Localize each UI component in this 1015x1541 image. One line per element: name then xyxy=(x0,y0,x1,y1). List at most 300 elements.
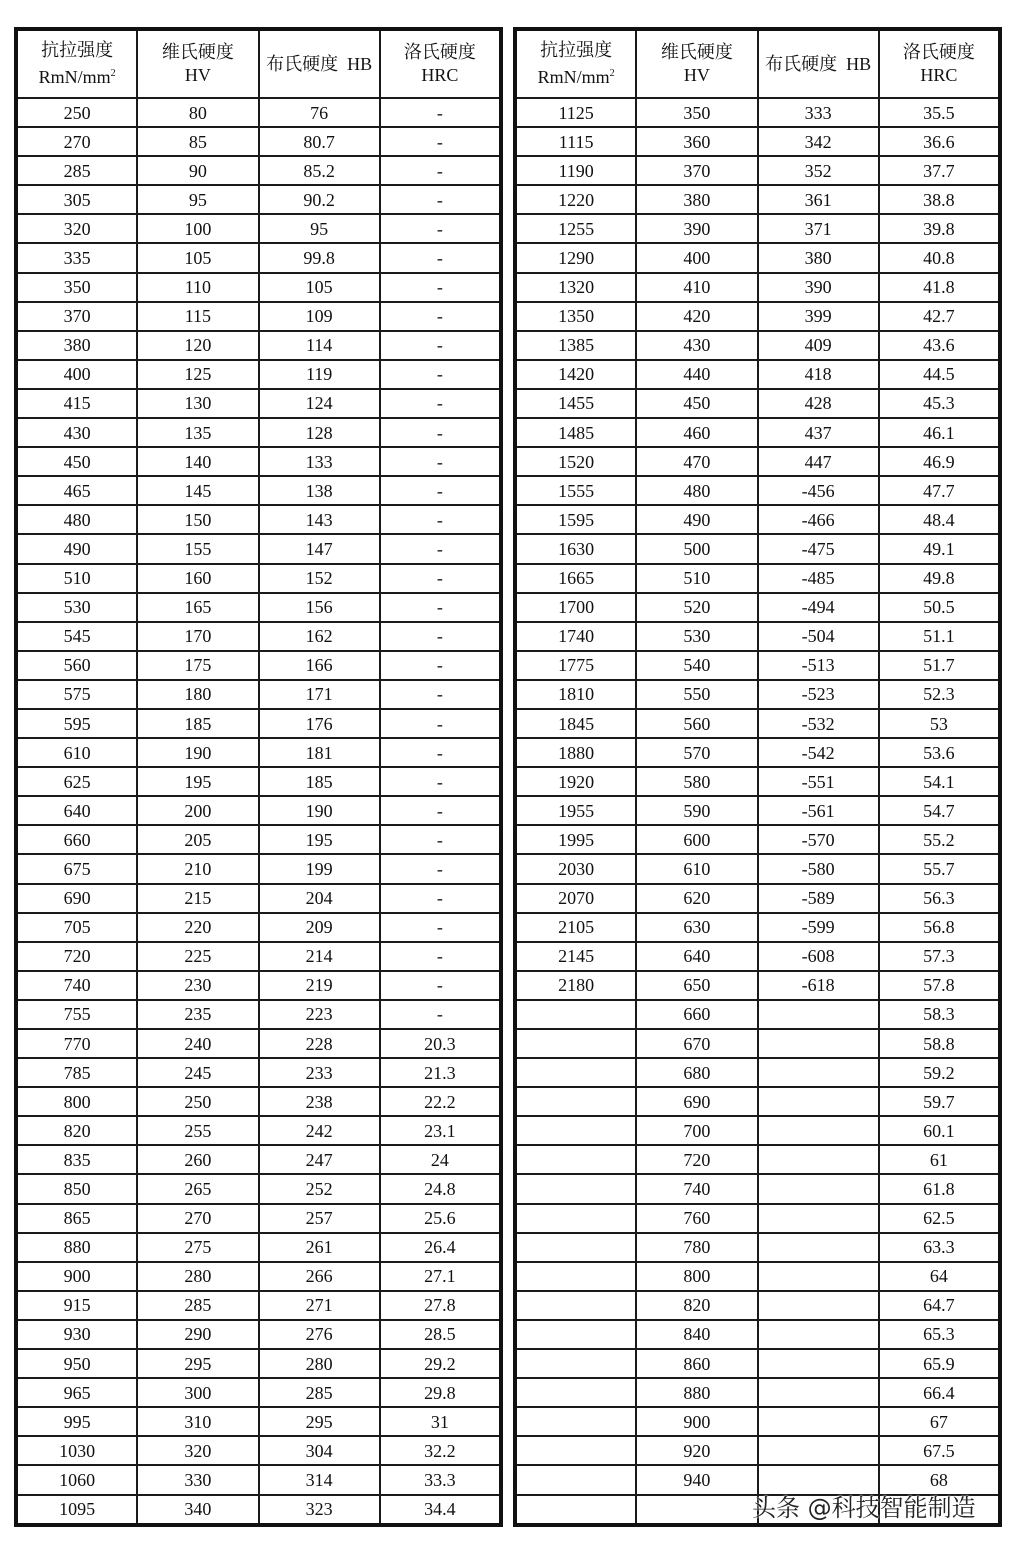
cell-brinell-hb: -589 xyxy=(758,884,879,913)
cell-tensile-strength: 1320 xyxy=(515,273,636,302)
table-row xyxy=(16,476,501,505)
cell-brinell-hb: 342 xyxy=(758,127,879,156)
header-brinell: 布氏硬度 HB xyxy=(758,29,879,98)
cell-brinell-hb: 114 xyxy=(259,331,380,360)
cell-vickers-hv: 285 xyxy=(137,1291,258,1320)
cell-vickers-hv: 640 xyxy=(636,942,757,971)
cell-tensile-strength: 1385 xyxy=(515,331,636,360)
table-row xyxy=(16,1349,501,1378)
cell-tensile-strength: 270 xyxy=(16,127,137,156)
cell-vickers-hv: 840 xyxy=(636,1320,757,1349)
cell-rockwell-hrc: 38.8 xyxy=(879,185,1000,214)
cell-rockwell-hrc: 28.5 xyxy=(380,1320,501,1349)
cell-brinell-hb: 361 xyxy=(758,185,879,214)
table-row xyxy=(16,302,501,331)
table-row xyxy=(515,127,1000,156)
cell-vickers-hv: 265 xyxy=(137,1174,258,1203)
cell-brinell-hb: 109 xyxy=(259,302,380,331)
cell-vickers-hv: 580 xyxy=(636,767,757,796)
cell-vickers-hv: 380 xyxy=(636,185,757,214)
cell-tensile-strength xyxy=(515,1087,636,1116)
cell-vickers-hv: 225 xyxy=(137,942,258,971)
cell-brinell-hb: 352 xyxy=(758,156,879,185)
cell-tensile-strength: 1030 xyxy=(16,1436,137,1465)
cell-brinell-hb xyxy=(758,1029,879,1058)
cell-vickers-hv: 550 xyxy=(636,680,757,709)
cell-brinell-hb: 304 xyxy=(259,1436,380,1465)
cell-brinell-hb: 428 xyxy=(758,389,879,418)
cell-rockwell-hrc: 40.8 xyxy=(879,243,1000,272)
table-row xyxy=(16,854,501,883)
cell-vickers-hv: 195 xyxy=(137,767,258,796)
cell-vickers-hv: 520 xyxy=(636,593,757,622)
cell-rockwell-hrc: - xyxy=(380,534,501,563)
cell-brinell-hb: 124 xyxy=(259,389,380,418)
cell-rockwell-hrc: - xyxy=(380,389,501,418)
cell-brinell-hb: 156 xyxy=(259,593,380,622)
cell-tensile-strength: 335 xyxy=(16,243,137,272)
cell-rockwell-hrc: 61 xyxy=(879,1145,1000,1174)
cell-brinell-hb xyxy=(758,1262,879,1291)
table-row xyxy=(515,1029,1000,1058)
cell-tensile-strength: 530 xyxy=(16,593,137,622)
cell-vickers-hv: 690 xyxy=(636,1087,757,1116)
table-row xyxy=(16,273,501,302)
cell-rockwell-hrc: - xyxy=(380,767,501,796)
cell-rockwell-hrc: 60.1 xyxy=(879,1116,1000,1145)
cell-brinell-hb: 95 xyxy=(259,214,380,243)
table-row xyxy=(16,1087,501,1116)
cell-brinell-hb: -570 xyxy=(758,825,879,854)
cell-vickers-hv: 740 xyxy=(636,1174,757,1203)
cell-rockwell-hrc: 46.9 xyxy=(879,447,1000,476)
cell-tensile-strength xyxy=(515,1349,636,1378)
table-row xyxy=(515,593,1000,622)
table-divider xyxy=(503,27,513,1529)
cell-rockwell-hrc: 25.6 xyxy=(380,1204,501,1233)
table-row xyxy=(515,1204,1000,1233)
cell-tensile-strength: 880 xyxy=(16,1233,137,1262)
cell-rockwell-hrc: 66.4 xyxy=(879,1378,1000,1407)
cell-brinell-hb: 133 xyxy=(259,447,380,476)
cell-vickers-hv: 300 xyxy=(137,1378,258,1407)
cell-rockwell-hrc: - xyxy=(380,447,501,476)
cell-vickers-hv: 470 xyxy=(636,447,757,476)
cell-brinell-hb: 76 xyxy=(259,98,380,127)
header-brinell: 布氏硬度 HB xyxy=(259,29,380,98)
cell-tensile-strength: 1740 xyxy=(515,622,636,651)
cell-vickers-hv: 660 xyxy=(636,1000,757,1029)
table-row xyxy=(16,1116,501,1145)
cell-vickers-hv: 900 xyxy=(636,1407,757,1436)
table-row xyxy=(515,243,1000,272)
cell-rockwell-hrc: - xyxy=(380,273,501,302)
table-row xyxy=(16,1145,501,1174)
cell-brinell-hb: -608 xyxy=(758,942,879,971)
cell-tensile-strength: 1485 xyxy=(515,418,636,447)
cell-tensile-strength: 1255 xyxy=(515,214,636,243)
cell-tensile-strength: 705 xyxy=(16,913,137,942)
cell-tensile-strength: 285 xyxy=(16,156,137,185)
cell-rockwell-hrc: 63.3 xyxy=(879,1233,1000,1262)
header-tensile-strength: 抗拉强度 RmN/$mm^2$ xyxy=(16,29,137,98)
cell-rockwell-hrc: - xyxy=(380,825,501,854)
cell-tensile-strength xyxy=(515,1233,636,1262)
table-body-right xyxy=(515,98,1000,1525)
cell-tensile-strength xyxy=(515,1378,636,1407)
cell-rockwell-hrc: 55.7 xyxy=(879,854,1000,883)
cell-brinell-hb: 380 xyxy=(758,243,879,272)
cell-brinell-hb: 162 xyxy=(259,622,380,651)
cell-vickers-hv: 410 xyxy=(636,273,757,302)
cell-vickers-hv: 145 xyxy=(137,476,258,505)
cell-brinell-hb xyxy=(758,1145,879,1174)
cell-brinell-hb: 437 xyxy=(758,418,879,447)
cell-tensile-strength: 995 xyxy=(16,1407,137,1436)
table-row xyxy=(515,331,1000,360)
table-row xyxy=(16,98,501,127)
cell-rockwell-hrc: 34.4 xyxy=(380,1495,501,1525)
cell-brinell-hb: -485 xyxy=(758,564,879,593)
cell-tensile-strength: 490 xyxy=(16,534,137,563)
cell-rockwell-hrc: 24.8 xyxy=(380,1174,501,1203)
cell-brinell-hb xyxy=(758,1174,879,1203)
cell-rockwell-hrc: 61.8 xyxy=(879,1174,1000,1203)
table-row xyxy=(16,1436,501,1465)
watermark: 头条 @科技智能制造 xyxy=(752,1494,976,1522)
cell-brinell-hb: 185 xyxy=(259,767,380,796)
cell-vickers-hv: 180 xyxy=(137,680,258,709)
cell-rockwell-hrc: 48.4 xyxy=(879,505,1000,534)
cell-tensile-strength: 1955 xyxy=(515,796,636,825)
cell-rockwell-hrc: - xyxy=(380,651,501,680)
cell-tensile-strength: 2070 xyxy=(515,884,636,913)
cell-tensile-strength: 930 xyxy=(16,1320,137,1349)
cell-brinell-hb: 176 xyxy=(259,709,380,738)
cell-brinell-hb: 399 xyxy=(758,302,879,331)
cell-brinell-hb xyxy=(758,1233,879,1262)
cell-rockwell-hrc: - xyxy=(380,360,501,389)
cell-brinell-hb: 105 xyxy=(259,273,380,302)
cell-vickers-hv: 370 xyxy=(636,156,757,185)
cell-vickers-hv: 450 xyxy=(636,389,757,418)
cell-brinell-hb: 285 xyxy=(259,1378,380,1407)
cell-vickers-hv xyxy=(636,1495,757,1525)
cell-vickers-hv: 160 xyxy=(137,564,258,593)
cell-tensile-strength: 560 xyxy=(16,651,137,680)
table-row xyxy=(515,680,1000,709)
table-row xyxy=(515,302,1000,331)
cell-rockwell-hrc: 42.7 xyxy=(879,302,1000,331)
cell-rockwell-hrc: 33.3 xyxy=(380,1465,501,1494)
cell-brinell-hb: 219 xyxy=(259,971,380,1000)
cell-vickers-hv: 295 xyxy=(137,1349,258,1378)
cell-vickers-hv: 150 xyxy=(137,505,258,534)
table-row xyxy=(515,971,1000,1000)
table-row xyxy=(16,1291,501,1320)
table-row xyxy=(515,738,1000,767)
cell-vickers-hv: 530 xyxy=(636,622,757,651)
cell-rockwell-hrc: - xyxy=(380,185,501,214)
table-row xyxy=(515,622,1000,651)
cell-tensile-strength: 1060 xyxy=(16,1465,137,1494)
cell-tensile-strength xyxy=(515,1320,636,1349)
cell-rockwell-hrc: 35.5 xyxy=(879,98,1000,127)
cell-brinell-hb xyxy=(758,1349,879,1378)
cell-vickers-hv: 235 xyxy=(137,1000,258,1029)
cell-brinell-hb: 228 xyxy=(259,1029,380,1058)
table-row xyxy=(16,127,501,156)
cell-rockwell-hrc: 58.3 xyxy=(879,1000,1000,1029)
cell-brinell-hb: -504 xyxy=(758,622,879,651)
cell-tensile-strength xyxy=(515,1436,636,1465)
cell-tensile-strength: 430 xyxy=(16,418,137,447)
cell-rockwell-hrc: 54.7 xyxy=(879,796,1000,825)
cell-tensile-strength: 1810 xyxy=(515,680,636,709)
cell-tensile-strength: 1290 xyxy=(515,243,636,272)
cell-rockwell-hrc: 49.8 xyxy=(879,564,1000,593)
cell-tensile-strength: 1350 xyxy=(515,302,636,331)
cell-vickers-hv: 940 xyxy=(636,1465,757,1494)
table-row xyxy=(515,913,1000,942)
table-row xyxy=(16,593,501,622)
cell-brinell-hb: -551 xyxy=(758,767,879,796)
cell-tensile-strength: 510 xyxy=(16,564,137,593)
table-row xyxy=(515,418,1000,447)
cell-vickers-hv: 85 xyxy=(137,127,258,156)
cell-rockwell-hrc: 50.5 xyxy=(879,593,1000,622)
table-row xyxy=(16,825,501,854)
cell-tensile-strength: 1125 xyxy=(515,98,636,127)
cell-tensile-strength xyxy=(515,1000,636,1029)
cell-rockwell-hrc: - xyxy=(380,913,501,942)
table-row xyxy=(515,1291,1000,1320)
cell-rockwell-hrc: 23.1 xyxy=(380,1116,501,1145)
cell-rockwell-hrc: 53.6 xyxy=(879,738,1000,767)
cell-brinell-hb: 390 xyxy=(758,273,879,302)
cell-rockwell-hrc: 32.2 xyxy=(380,1436,501,1465)
table-row xyxy=(16,767,501,796)
cell-brinell-hb xyxy=(758,1116,879,1145)
cell-vickers-hv: 360 xyxy=(636,127,757,156)
table-row xyxy=(515,98,1000,127)
cell-brinell-hb: -561 xyxy=(758,796,879,825)
cell-rockwell-hrc: - xyxy=(380,98,501,127)
cell-brinell-hb: 314 xyxy=(259,1465,380,1494)
cell-brinell-hb: 90.2 xyxy=(259,185,380,214)
table-row xyxy=(515,1087,1000,1116)
cell-vickers-hv: 175 xyxy=(137,651,258,680)
cell-rockwell-hrc: - xyxy=(380,593,501,622)
cell-brinell-hb: 418 xyxy=(758,360,879,389)
cell-brinell-hb: 266 xyxy=(259,1262,380,1291)
cell-rockwell-hrc: 56.3 xyxy=(879,884,1000,913)
cell-brinell-hb: 138 xyxy=(259,476,380,505)
cell-tensile-strength: 850 xyxy=(16,1174,137,1203)
header-row xyxy=(515,29,1000,98)
cell-rockwell-hrc: - xyxy=(380,942,501,971)
header-rockwell: 洛氏硬度 HRC xyxy=(879,29,1000,98)
cell-vickers-hv: 760 xyxy=(636,1204,757,1233)
cell-brinell-hb: 199 xyxy=(259,854,380,883)
cell-tensile-strength: 350 xyxy=(16,273,137,302)
table-row xyxy=(515,360,1000,389)
table-row xyxy=(16,185,501,214)
cell-vickers-hv: 540 xyxy=(636,651,757,680)
cell-vickers-hv: 510 xyxy=(636,564,757,593)
cell-rockwell-hrc: 67.5 xyxy=(879,1436,1000,1465)
hardness-table-right xyxy=(513,27,1002,1527)
table-row xyxy=(16,389,501,418)
cell-rockwell-hrc: 27.1 xyxy=(380,1262,501,1291)
cell-tensile-strength: 465 xyxy=(16,476,137,505)
cell-rockwell-hrc: 27.8 xyxy=(380,1291,501,1320)
cell-rockwell-hrc: 68 xyxy=(879,1465,1000,1494)
cell-tensile-strength: 1845 xyxy=(515,709,636,738)
cell-vickers-hv: 920 xyxy=(636,1436,757,1465)
table-row xyxy=(515,1349,1000,1378)
table-row xyxy=(16,214,501,243)
table-row xyxy=(515,942,1000,971)
table-row xyxy=(515,1320,1000,1349)
cell-rockwell-hrc: - xyxy=(380,505,501,534)
cell-tensile-strength: 1420 xyxy=(515,360,636,389)
cell-vickers-hv: 240 xyxy=(137,1029,258,1058)
table-row xyxy=(16,564,501,593)
cell-brinell-hb: 280 xyxy=(259,1349,380,1378)
cell-brinell-hb: 171 xyxy=(259,680,380,709)
header-vickers: 维氏硬度 HV xyxy=(636,29,757,98)
cell-tensile-strength: 800 xyxy=(16,1087,137,1116)
cell-vickers-hv: 165 xyxy=(137,593,258,622)
cell-tensile-strength: 950 xyxy=(16,1349,137,1378)
cell-vickers-hv: 680 xyxy=(636,1058,757,1087)
cell-vickers-hv: 310 xyxy=(137,1407,258,1436)
cell-vickers-hv: 90 xyxy=(137,156,258,185)
cell-brinell-hb: -494 xyxy=(758,593,879,622)
cell-tensile-strength: 2145 xyxy=(515,942,636,971)
table-row xyxy=(16,1029,501,1058)
cell-vickers-hv: 200 xyxy=(137,796,258,825)
cell-rockwell-hrc: - xyxy=(380,418,501,447)
cell-vickers-hv: 490 xyxy=(636,505,757,534)
table-row xyxy=(16,1407,501,1436)
cell-vickers-hv: 230 xyxy=(137,971,258,1000)
cell-rockwell-hrc: 55.2 xyxy=(879,825,1000,854)
header-tensile-strength: 抗拉强度 RmN/$mm^2$ xyxy=(515,29,636,98)
cell-vickers-hv: 250 xyxy=(137,1087,258,1116)
cell-brinell-hb: 276 xyxy=(259,1320,380,1349)
cell-tensile-strength: 1455 xyxy=(515,389,636,418)
cell-rockwell-hrc: - xyxy=(380,331,501,360)
cell-vickers-hv: 860 xyxy=(636,1349,757,1378)
cell-tensile-strength: 770 xyxy=(16,1029,137,1058)
cell-vickers-hv: 500 xyxy=(636,534,757,563)
cell-tensile-strength xyxy=(515,1291,636,1320)
table-row xyxy=(515,273,1000,302)
cell-vickers-hv: 110 xyxy=(137,273,258,302)
cell-rockwell-hrc: 49.1 xyxy=(879,534,1000,563)
table-row xyxy=(16,1204,501,1233)
cell-rockwell-hrc: 65.9 xyxy=(879,1349,1000,1378)
table-row xyxy=(16,796,501,825)
table-row xyxy=(515,651,1000,680)
cell-vickers-hv: 80 xyxy=(137,98,258,127)
cell-brinell-hb: -599 xyxy=(758,913,879,942)
table-row xyxy=(16,156,501,185)
cell-vickers-hv: 700 xyxy=(636,1116,757,1145)
table-row xyxy=(16,447,501,476)
cell-brinell-hb: 247 xyxy=(259,1145,380,1174)
cell-brinell-hb: 119 xyxy=(259,360,380,389)
table-row xyxy=(16,534,501,563)
cell-tensile-strength: 400 xyxy=(16,360,137,389)
cell-brinell-hb: -580 xyxy=(758,854,879,883)
table-row xyxy=(16,1378,501,1407)
cell-brinell-hb: 85.2 xyxy=(259,156,380,185)
table-row xyxy=(515,1000,1000,1029)
cell-tensile-strength xyxy=(515,1058,636,1087)
table-row xyxy=(515,825,1000,854)
cell-brinell-hb: 181 xyxy=(259,738,380,767)
cell-tensile-strength: 915 xyxy=(16,1291,137,1320)
cell-rockwell-hrc: - xyxy=(380,127,501,156)
cell-rockwell-hrc: 46.1 xyxy=(879,418,1000,447)
cell-rockwell-hrc: 54.1 xyxy=(879,767,1000,796)
cell-vickers-hv: 95 xyxy=(137,185,258,214)
table-row xyxy=(16,1000,501,1029)
cell-rockwell-hrc: 64.7 xyxy=(879,1291,1000,1320)
table-row xyxy=(515,1116,1000,1145)
cell-rockwell-hrc: - xyxy=(380,302,501,331)
cell-vickers-hv: 155 xyxy=(137,534,258,563)
cell-vickers-hv: 610 xyxy=(636,854,757,883)
cell-vickers-hv: 800 xyxy=(636,1262,757,1291)
cell-rockwell-hrc: 57.3 xyxy=(879,942,1000,971)
cell-vickers-hv: 820 xyxy=(636,1291,757,1320)
cell-tensile-strength: 2030 xyxy=(515,854,636,883)
cell-vickers-hv: 430 xyxy=(636,331,757,360)
table-row xyxy=(16,418,501,447)
table-row xyxy=(16,942,501,971)
cell-vickers-hv: 125 xyxy=(137,360,258,389)
table-row xyxy=(515,214,1000,243)
cell-vickers-hv: 210 xyxy=(137,854,258,883)
table-row xyxy=(16,738,501,767)
table-row xyxy=(16,360,501,389)
header-vickers: 维氏硬度 HV xyxy=(137,29,258,98)
cell-brinell-hb: 80.7 xyxy=(259,127,380,156)
table-row xyxy=(16,1058,501,1087)
cell-tensile-strength: 640 xyxy=(16,796,137,825)
cell-tensile-strength: 675 xyxy=(16,854,137,883)
cell-tensile-strength: 1095 xyxy=(16,1495,137,1525)
cell-rockwell-hrc: - xyxy=(380,1000,501,1029)
cell-vickers-hv: 720 xyxy=(636,1145,757,1174)
cell-brinell-hb: -513 xyxy=(758,651,879,680)
cell-rockwell-hrc: 59.7 xyxy=(879,1087,1000,1116)
table-row xyxy=(515,447,1000,476)
cell-vickers-hv: 670 xyxy=(636,1029,757,1058)
cell-brinell-hb: -532 xyxy=(758,709,879,738)
table-row xyxy=(515,1378,1000,1407)
table-row xyxy=(515,534,1000,563)
cell-brinell-hb xyxy=(758,1436,879,1465)
cell-rockwell-hrc: - xyxy=(380,214,501,243)
cell-tensile-strength: 1995 xyxy=(515,825,636,854)
cell-brinell-hb: 409 xyxy=(758,331,879,360)
table-row xyxy=(515,476,1000,505)
